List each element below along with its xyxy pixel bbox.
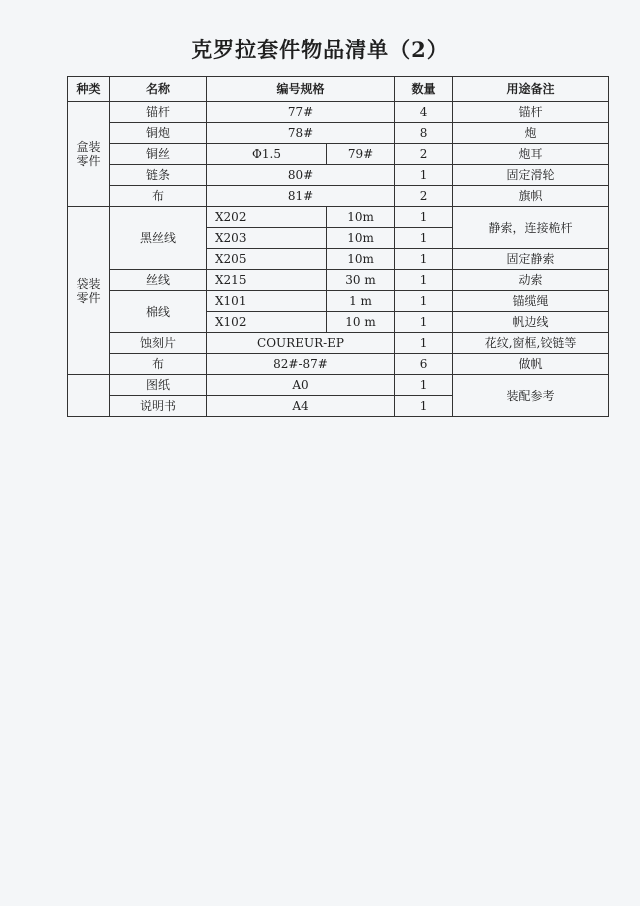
table-row bbox=[68, 270, 609, 291]
cell-spec: COUREUR-EP bbox=[207, 333, 395, 354]
cell-name: 链条 bbox=[110, 165, 207, 186]
cell-code: X102 bbox=[207, 312, 327, 333]
cell-spec: 78# bbox=[207, 123, 395, 144]
cell-name: 锚杆 bbox=[110, 102, 207, 123]
cell-qty: 1 bbox=[395, 375, 453, 396]
cell-code: X202 bbox=[207, 207, 327, 228]
cell-length: 30 m bbox=[327, 270, 395, 291]
cell-name: 棉线 bbox=[110, 291, 207, 333]
category-bag-parts bbox=[68, 207, 110, 375]
cell-spec: 82#-87# bbox=[207, 354, 395, 375]
table-row bbox=[68, 102, 609, 123]
cell-qty: 4 bbox=[395, 102, 453, 123]
category-box-line1: 盒装 bbox=[76, 140, 101, 154]
header-use: 用途备注 bbox=[453, 77, 609, 102]
cell-use: 固定静索 bbox=[453, 249, 609, 270]
cell-length: 10 m bbox=[327, 312, 395, 333]
cell-length: 10m bbox=[327, 207, 395, 228]
header-spec: 编号规格 bbox=[207, 77, 395, 102]
cell-name: 图纸 bbox=[110, 375, 207, 396]
header-name: 名称 bbox=[110, 77, 207, 102]
cell-qty: 1 bbox=[395, 270, 453, 291]
cell-code: X203 bbox=[207, 228, 327, 249]
cell-use: 动索 bbox=[453, 270, 609, 291]
cell-spec-code: 79# bbox=[327, 144, 395, 165]
cell-spec: 81# bbox=[207, 186, 395, 207]
cell-spec-diameter: Φ1.5 bbox=[207, 144, 327, 165]
cell-use: 固定滑轮 bbox=[453, 165, 609, 186]
table-row bbox=[68, 354, 609, 375]
table-row bbox=[68, 207, 609, 228]
cell-qty: 2 bbox=[395, 144, 453, 165]
cell-qty: 1 bbox=[395, 165, 453, 186]
cell-spec: 77# bbox=[207, 102, 395, 123]
header-qty: 数量 bbox=[395, 77, 453, 102]
cell-name: 铜炮 bbox=[110, 123, 207, 144]
table-header-row bbox=[68, 77, 609, 102]
cell-spec: A0 bbox=[207, 375, 395, 396]
cell-name: 布 bbox=[110, 186, 207, 207]
cell-name: 布 bbox=[110, 354, 207, 375]
category-documents bbox=[68, 375, 110, 417]
cell-name: 黑丝线 bbox=[110, 207, 207, 270]
cell-use: 帆边线 bbox=[453, 312, 609, 333]
cell-name: 铜丝 bbox=[110, 144, 207, 165]
cell-use: 炮 bbox=[453, 123, 609, 144]
cell-name: 丝线 bbox=[110, 270, 207, 291]
cell-name: 蚀刻片 bbox=[110, 333, 207, 354]
cell-qty: 1 bbox=[395, 333, 453, 354]
cell-qty: 1 bbox=[395, 207, 453, 228]
cell-code: X205 bbox=[207, 249, 327, 270]
cell-length: 10m bbox=[327, 249, 395, 270]
cell-qty: 1 bbox=[395, 312, 453, 333]
cell-qty: 1 bbox=[395, 396, 453, 417]
table-row bbox=[68, 165, 609, 186]
cell-qty: 1 bbox=[395, 228, 453, 249]
cell-qty: 6 bbox=[395, 354, 453, 375]
table-row bbox=[68, 186, 609, 207]
category-box-parts bbox=[68, 102, 110, 207]
category-bag-line1: 袋装 bbox=[76, 276, 101, 291]
table-row bbox=[68, 144, 609, 165]
cell-use: 锚缆绳 bbox=[453, 291, 609, 312]
table-row bbox=[68, 291, 609, 312]
cell-code: X215 bbox=[207, 270, 327, 291]
header-type: 种类 bbox=[68, 77, 110, 102]
cell-use: 静索，连接桅杆 bbox=[453, 207, 609, 249]
cell-qty: 1 bbox=[395, 249, 453, 270]
cell-qty: 1 bbox=[395, 291, 453, 312]
page-title: 克罗拉套件物品清单（2） bbox=[191, 37, 449, 62]
cell-qty: 2 bbox=[395, 186, 453, 207]
cell-spec: 80# bbox=[207, 165, 395, 186]
cell-use: 旗帜 bbox=[453, 186, 609, 207]
cell-length: 1 m bbox=[327, 291, 395, 312]
cell-length: 10m bbox=[327, 228, 395, 249]
cell-code: X101 bbox=[207, 291, 327, 312]
cell-qty: 8 bbox=[395, 123, 453, 144]
table-row bbox=[68, 375, 609, 396]
cell-use: 做帆 bbox=[453, 354, 609, 375]
table-row bbox=[68, 123, 609, 144]
parts-list-table bbox=[67, 76, 609, 417]
category-bag-line2: 零件 bbox=[76, 290, 101, 305]
cell-name: 说明书 bbox=[110, 396, 207, 417]
cell-use: 锚杆 bbox=[453, 102, 609, 123]
table-row bbox=[68, 333, 609, 354]
cell-use: 炮耳 bbox=[453, 144, 609, 165]
category-box-line2: 零件 bbox=[76, 154, 101, 168]
cell-use: 花纹,窗框,铰链等 bbox=[453, 333, 609, 354]
cell-spec: A4 bbox=[207, 396, 395, 417]
cell-use: 装配参考 bbox=[453, 375, 609, 417]
